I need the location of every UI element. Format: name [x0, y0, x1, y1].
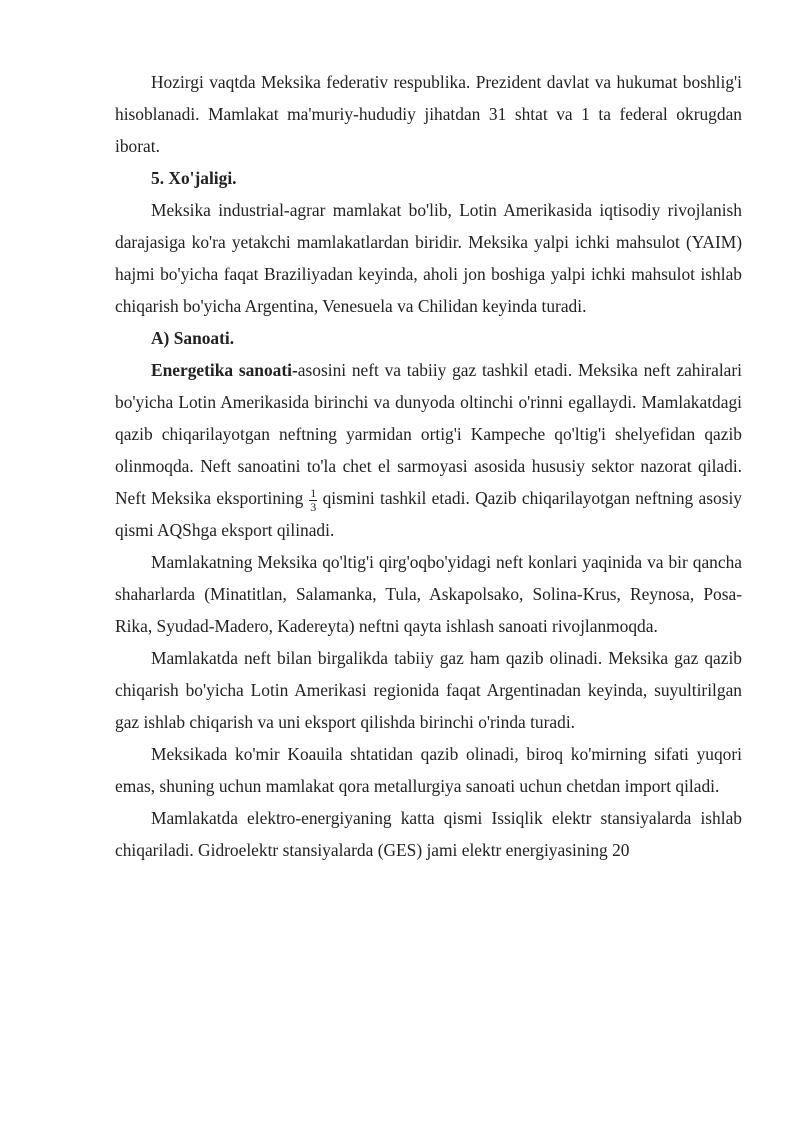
paragraph-economy-overview: Meksika industrial-agrar mamlakat bo'lib, Lotin Amerikasida iqtisodiy rivojlanish darajasiga ko'ra yetakchi mamlakatlardan biridir. Meksika yalpi ichki mahsulot (YAIM) hajmi bo'yicha faqat Braziliyadan keyinda, aholi jon boshiga yalpi ichki mahsulot ishlab chiqarish bo'yicha Argentina, Venesuela va Chilidan keyinda turadi.: [115, 200, 742, 316]
energy-industry-text-a: asosini neft va tabiiy gaz tashkil etadi. Meksika neft zahiralari bo'yicha Lotin Amerikasida birinchi va dunyoda oltinchi o'rinni egallaydi. Mamlakatdagi qazib chiqarilayotgan neftning yarmidan ortig'i Kampeche qo'ltig'i shelyefidan qazib olinmoqda. Neft sanoatini to'la chet el sarmoyasi asosida hususiy sektor nazorat qiladi. Neft Meksika eksportining: [115, 360, 743, 508]
fraction-numerator: 1: [310, 485, 317, 500]
paragraph-electric-energy: Mamlakatda elektro-energiyaning katta qismi Issiqlik elektr stansiyalarda ishlab chiqariladi. Gidroelektr stansiyalarda (GES) jami elektr energiyasining 20: [115, 808, 742, 860]
paragraph-energy-industry: [115, 354, 742, 546]
paragraph-government: Hozirgi vaqtda Meksika federativ respublika. Prezident davlat va hukumat boshlig'i hisoblanadi. Mamlakat ma'muriy-hududiy jihatdan 31 shtat va 1 ta federal okrugdan iborat.: [115, 72, 742, 156]
document-page: [115, 66, 742, 866]
fraction-denominator: 3: [310, 499, 317, 514]
fraction-one-third: [309, 487, 317, 514]
energy-industry-text-b: qismini tashkil etadi. Qazib chiqarilayotgan neftning asosiy qismi AQShga eksport qilinadi.: [115, 488, 742, 540]
paragraph-coal: Meksikada ko'mir Koauila shtatidan qazib olinadi, biroq ko'mirning sifati yuqori emas, shuning uchun mamlakat qora metallurgiya sanoati uchun chetdan import qiladi.: [115, 744, 742, 796]
paragraph-natural-gas: Mamlakatda neft bilan birgalikda tabiiy gaz ham qazib olinadi. Meksika gaz qazib chiqarish bo'yicha Lotin Amerikasi regionida faqat Argentinadan keyinda, suyultirilgan gaz ishlab chiqarish va uni eksport qilishda birinchi o'rinda turadi.: [115, 648, 742, 732]
subsection-heading-industry: A) Sanoati.: [151, 328, 235, 348]
section-heading-economy: 5. Xo'jaligi.: [151, 168, 237, 188]
energy-industry-term: Energetika sanoati-: [151, 360, 298, 380]
paragraph-oil-refining: Mamlakatning Meksika qo'ltig'i qirg'oqbo'yidagi neft konlari yaqinida va bir qancha shaharlarda (Minatitlan, Salamanka, Tula, Askapolsako, Solina-Krus, Reynosa, Posa-Rika, Syudad-Madero, Kadereyta) neftni qayta ishlash sanoati rivojlanmoqda.: [115, 552, 742, 636]
